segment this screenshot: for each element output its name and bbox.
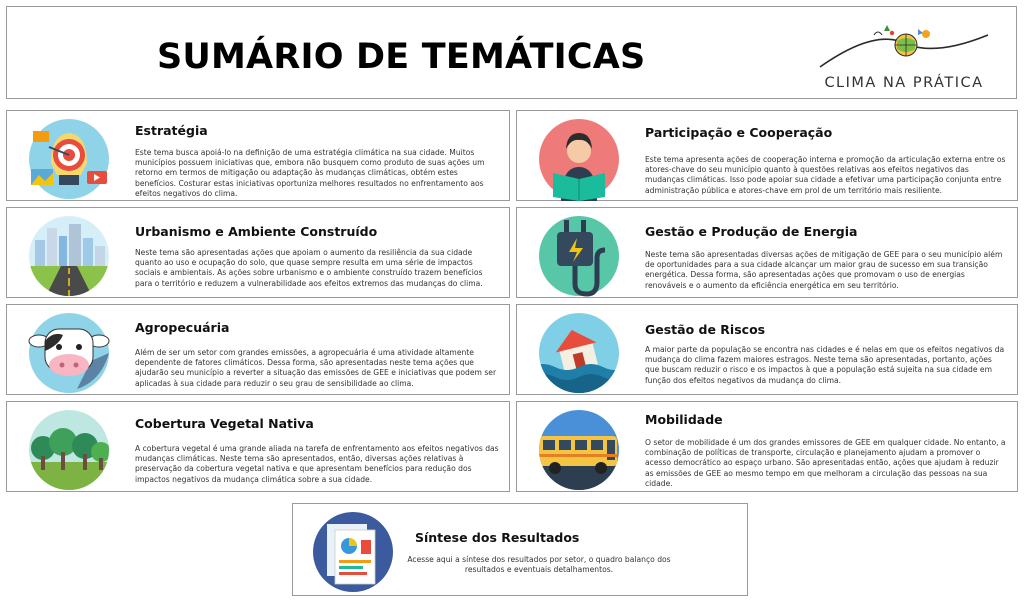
topic-card-mobilidade[interactable] <box>516 401 1018 492</box>
page-title: SUMÁRIO DE TEMÁTICAS <box>157 37 646 77</box>
flooded-house-icon <box>531 311 627 395</box>
topic-card-agropecuaria[interactable] <box>6 304 510 395</box>
topic-description: Neste tema são apresentadas diversas ações de mitigação de GEE para o seu município além de oportunidades para a sua cidade alcançar um maior grau de sucesso em sua transição energética. Dessa forma, são apresentadas ações que promovam o uso de energias renováveis e o aumento da eficiência energética em seu território. <box>645 250 1003 290</box>
topic-title: Mobilidade <box>645 412 723 427</box>
power-plug-icon <box>531 214 627 298</box>
topic-description: A maior parte da população se encontra nas cidades e é nelas em que os efeitos negativos da mudança do clima fazem maiores estragos. Neste tema são apresentadas, portanto, ações que buscam reduzir o risco e os impactos à que a população está sujeita na sua cidade em função dos efeitos negativos da mudança do clima. <box>645 345 1005 385</box>
strategy-target-bulb-icon <box>21 117 117 201</box>
topic-title: Estratégia <box>135 123 208 138</box>
header <box>6 6 1017 99</box>
topic-title: Participação e Cooperação <box>645 125 833 140</box>
synthesis-description: Acesse aqui a síntese dos resultados por setor, o quadro balanço dos resultados e eventuais detalhamentos. <box>407 555 671 575</box>
city-road-icon <box>21 214 117 298</box>
topic-card-estrategia[interactable] <box>6 110 510 201</box>
topic-description: Além de ser um setor com grandes emissões, a agropecuária é uma atividade altamente dependente de fatores climáticos. Dessa forma, são apresentadas neste tema ações que ajudarão seu município a reverter a situação das emissões de GEE e iniciativas que podem ser aplicadas à sua cidade para reduzir o seu grau de sensibilidade ao clima. <box>135 348 497 388</box>
topic-title: Agropecuária <box>135 320 230 335</box>
topic-card-vegetal[interactable] <box>6 401 510 492</box>
topic-title: Gestão de Riscos <box>645 322 766 337</box>
logo <box>814 21 994 93</box>
logo-globe-icon <box>814 21 994 73</box>
person-reading-icon <box>531 117 627 201</box>
synthesis-title: Síntese dos Resultados <box>415 530 580 545</box>
topic-description: Este tema busca apoiá-lo na definição de uma estratégia climática na sua cidade. Muitos municípios possuem iniciativas que, embora não busquem como produto de suas ações um retorno em termos de mitigação ou adaptação às mudanças climáticas, obtém estes benefícios. Costurar estas iniciativas oportuniza melhores resultados no enfrentamento aos efeitos negativos do clima. <box>135 148 485 198</box>
topic-description: Neste tema são apresentadas ações que apoiam o aumento da resiliência da sua cidade quanto ao uso e ocupação do solo, que quase sempre resulta em uma série de impactos sociais e ambientais. As ações sobre urbanismo e o ambiente construído trazem benefícios para o território e reduzem a vulnerabilidade aos efeitos extremos das mudanças do clima. <box>135 248 483 288</box>
synthesis-card[interactable] <box>292 503 748 596</box>
forest-icon <box>21 408 117 492</box>
cow-icon <box>21 311 117 395</box>
topic-card-participacao[interactable] <box>516 110 1018 201</box>
logo-text: CLIMA NA PRÁTICA <box>824 75 984 91</box>
topic-title: Urbanismo e Ambiente Construído <box>135 224 378 239</box>
topic-description: A cobertura vegetal é uma grande aliada na tarefa de enfrentamento aos efeitos negativos das mudanças climáticas. Neste tema são apresentados, então, diversas ações relativas à preservação da cobertura vegetal nativa e que apresentam benefícios para redução dos impactos negativos da mudança climática sobre a sua cidade. <box>135 444 499 484</box>
topic-card-urbanismo[interactable] <box>6 207 510 298</box>
topic-description: Este tema apresenta ações de cooperação interna e promoção da articulação externa entre os atores-chave do seu município quanto à questões relativas aos efeitos negativos das mudanças climáticas. Isso pode apoiar sua cidade a efetivar uma participação conjunta entre administração pública e atores-chave em prol de um território mais resiliente. <box>645 155 1006 195</box>
topic-description: O setor de mobilidade é um dos grandes emissores de GEE em qualquer cidade. No entanto, a combinação de políticas de transporte, circulação e planejamento ajudam a promover o acesso democrático ao espaço urbano. São apresentadas então, ações que ajudam à reduzir as emissões de GEE ao mesmo tempo em que melhoram a circulação das pessoas na sua cidade. <box>645 438 1006 488</box>
topic-title: Gestão e Produção de Energia <box>645 224 858 239</box>
topic-card-energia[interactable] <box>516 207 1018 298</box>
topic-card-riscos[interactable] <box>516 304 1018 395</box>
topic-title: Cobertura Vegetal Nativa <box>135 416 314 431</box>
report-charts-icon <box>305 510 401 594</box>
bus-icon <box>531 408 627 492</box>
